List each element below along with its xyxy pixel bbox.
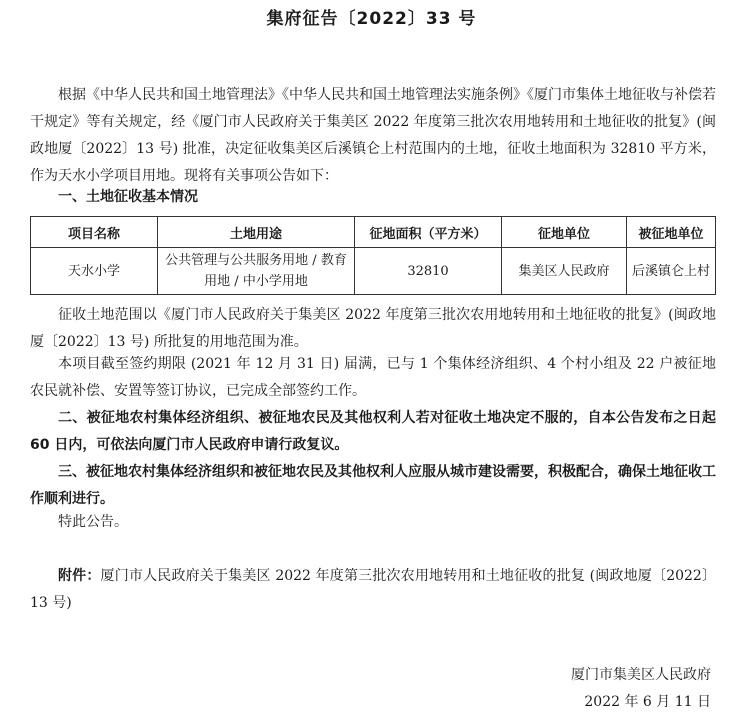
header-acquiring-unit: 征地单位 bbox=[502, 217, 627, 248]
attachment-paragraph bbox=[30, 563, 716, 617]
closing-text: 特此公告。 bbox=[58, 514, 128, 530]
signature-date: 2022 年 6 月 11 日 bbox=[584, 694, 711, 710]
section3-paragraph: 三、被征地农村集体经济组织和被征地农民及其他权利人应服从城市建设需要，积极配合，确保土地征收工作顺利进行。 bbox=[30, 464, 716, 507]
header-project: 项目名称 bbox=[31, 217, 158, 248]
table-header-row bbox=[31, 217, 716, 248]
cell-land-use: 公共管理与公共服务用地 / 教育用地 / 中小学用地 bbox=[158, 248, 355, 295]
intro-paragraph: 根据《中华人民共和国土地管理法》《中华人民共和国土地管理法实施条例》《厦门市集体土地征收与补偿若干规定》等有关规定，经《厦门市人民政府关于集美区 2022 年度第三批次农用地转用和土地征收的批复》(闽政地厦〔2022〕13 号) 批准，决定征收集美区后溪镇仑上村范围内的土地，征收土地面积为 32810 平方米，作为天水小学项目用地。现将有关事项公告如下： bbox=[30, 87, 716, 184]
header-land-use: 土地用途 bbox=[158, 217, 355, 248]
cell-project: 天水小学 bbox=[31, 248, 158, 295]
header-acquired-unit: 被征地单位 bbox=[627, 217, 716, 248]
attachment-text: 厦门市人民政府关于集美区 2022 年度第三批次农用地转用和土地征收的批复 (闽政地厦〔2022〕13 号) bbox=[30, 568, 716, 611]
land-info-table bbox=[30, 216, 716, 295]
signature-org: 厦门市集美区人民政府 bbox=[571, 667, 711, 683]
section1-heading: 一、土地征收基本情况 bbox=[58, 189, 198, 205]
document-title: 集府征告〔2022〕33 号 bbox=[266, 9, 477, 29]
attachment-label: 附件： bbox=[58, 568, 101, 584]
cell-acquiring-unit: 集美区人民政府 bbox=[502, 248, 627, 295]
header-area: 征地面积（平方米） bbox=[355, 217, 502, 248]
cell-acquired-unit: 后溪镇仑上村 bbox=[627, 248, 716, 295]
table-row bbox=[31, 248, 716, 295]
scope-paragraph: 征收土地范围以《厦门市人民政府关于集美区 2022 年度第三批次农用地转用和土地征收的批复》(闽政地厦〔2022〕13 号) 所批复的用地范围为准。 bbox=[30, 307, 716, 350]
section2-paragraph: 二、被征地农村集体经济组织、被征地农民及其他权利人若对征收土地决定不服的，自本公告发布之日起 60 日内，可依法向厦门市人民政府申请行政复议。 bbox=[30, 410, 716, 453]
progress-paragraph: 本项目截至签约期限 (2021 年 12 月 31 日) 届满，已与 1 个集体经济组织、4 个村小组及 22 户被征地农民就补偿、安置等签订协议，已完成全部签约工作。 bbox=[30, 356, 716, 399]
cell-area: 32810 bbox=[355, 248, 502, 295]
